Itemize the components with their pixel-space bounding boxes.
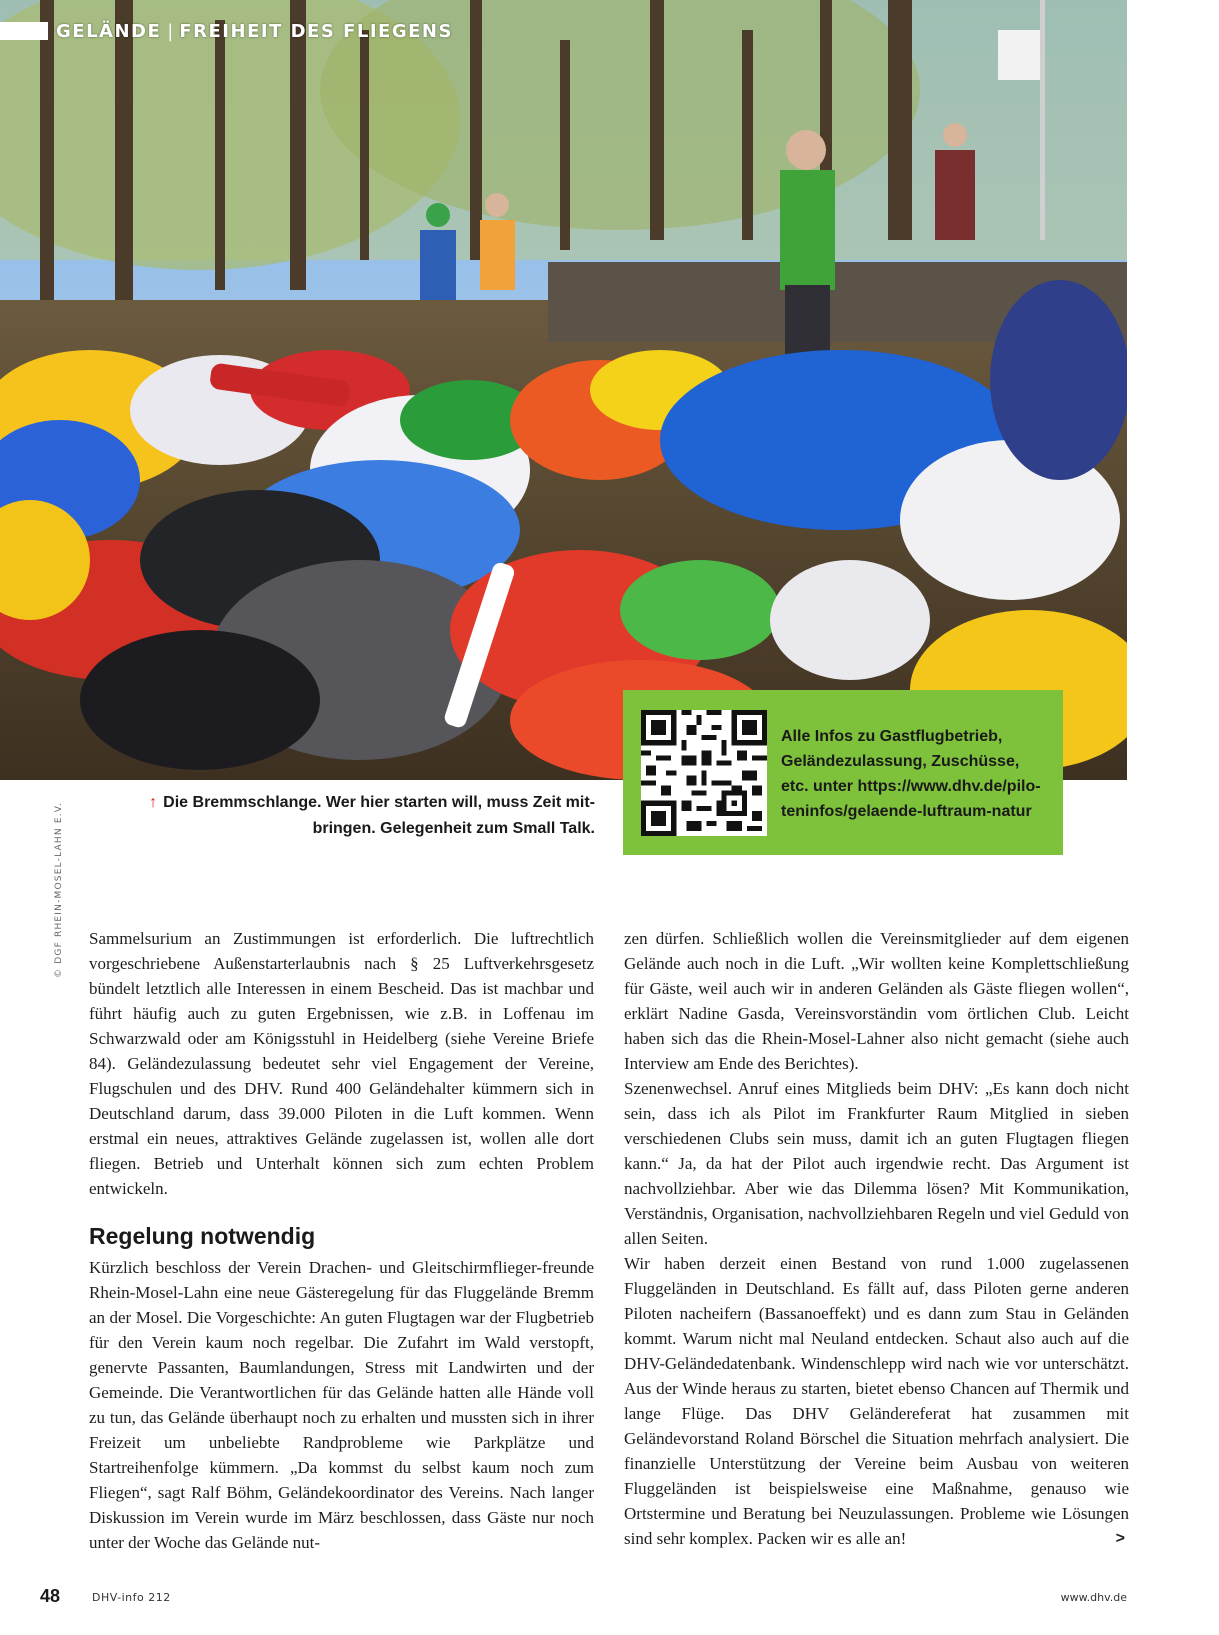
left-column <box>89 926 594 1555</box>
caption-line-2: bringen. Gelegenheit zum Small Talk. <box>312 820 595 837</box>
right-paragraph-2: Szenenwechsel. Anruf eines Mitglieds beim DHV: „Es kann doch nicht sein, dass ich als Pilot im Frankfurter Raum Mitglied in sieben verschiedenen Clubs sein muss, damit ich an guten Flugtagen fliegen kann.“ Ja, da hat der Pilot auch irgendwie recht. Das Argument ist nachvollziehbar. Aber wie das Dilemma lösen? Mit Kommunikation, Verständnis, Organisation, nachvollziehbaren Regeln und viel Geduld von allen Seiten. <box>624 1079 1129 1248</box>
caption-arrow-icon: ↑ <box>149 794 158 811</box>
hero-photo <box>0 0 1127 780</box>
right-paragraph-1: zen dürfen. Schließlich wollen die Vereinsmitglieder auf dem eigenen Gelände auch noch in die Luft. „Wir wollten keine Komplettschließung für Gäste, weil auch wir in anderen Geländen als Gäste fliegen wollen“, erklärt Nadine Gasda, Vereinsvorständin vom örtlichen Club. Leicht haben sich das die Rhein-Mosel-Lahner also nicht gemacht (siehe auch Interview am Ende des Berichtes). <box>624 929 1129 1073</box>
section-header <box>0 20 453 42</box>
right-paragraph-3 <box>624 1251 1129 1551</box>
continue-arrow-icon: > <box>1115 1530 1125 1547</box>
footer-url[interactable]: www.dhv.de <box>1060 1591 1127 1604</box>
caption-line-1 <box>110 790 595 816</box>
qr-code-icon[interactable] <box>641 710 767 836</box>
left-paragraph-2: Kürzlich beschloss der Verein Drachen- und Gleitschirmflieger-freunde Rhein-Mosel-Lahn eine neue Gästeregelung für das Fluggelände Bremm an der Mosel. Die Vorgeschichte: An guten Flugtagen war der Flugbetrieb für den Verein kaum noch regelbar. Die Zufahrt im Wald verstopft, genervte Passanten, Baumlandungen, Stress mit Landwirten und der Gemeinde. Die Verantwortlichen für das Gelände hatten alle Hände voll zu tun, das Gelände überhaupt noch zu erhalten und mussten sich in ihrer Freizeit um unbeliebte Randprobleme wie Parkplätze und Startreihenfolge kümmern. „Da kommst du selbst kaum noch zum Fliegen“, sagt Ralf Böhm, Geländekoordinator des Vereins. Nach langer Diskussion im Verein wurde im März beschlossen, dass Gäste nur noch unter der Woche das Gelände nut- <box>89 1258 594 1552</box>
info-box-text: Alle Infos zu Gastflugbetrieb, Geländezulassung, Zuschüsse, etc. unter https://www.dhv.de/pilo- teninfos/gelaende-luftraum-natur <box>781 728 1041 820</box>
info-box <box>623 690 1063 855</box>
caption-text-1: Die Bremmschlange. Wer hier starten will, muss Zeit mit- <box>163 794 595 811</box>
magazine-issue: DHV-info 212 <box>92 1591 171 1604</box>
subheading: Regelung notwendig <box>89 1223 316 1249</box>
photo-credit: © DGF RHEIN-MOSEL-LAHN E.V. <box>54 801 64 978</box>
header-separator: | <box>167 20 174 42</box>
page-number: 48 <box>40 1586 61 1606</box>
header-marker-bar <box>0 22 48 40</box>
right-column <box>624 926 1129 1551</box>
paraglider-launch-scene <box>0 0 1127 780</box>
photo-caption <box>110 790 595 842</box>
right-paragraph-3-text: Wir haben derzeit einen Bestand von rund 1.000 zugelassenen Fluggeländen in Deutschland. Es fällt auf, dass Piloten gerne anderen Piloten nacheifern (Bassanoeffekt) und es dann zum Stau in Geländen kommt. Warum nicht mal Neuland entdecken. Schaut also auch auf die DHV-Geländedatenbank. Windenschlepp wird nach wie vor unterschätzt. Aus der Winde heraus zu starten, bietet ebenso Chancen auf Thermik und lange Flüge. Das DHV Geländereferat hat zusammen mit Geländevorstand Roland Börschel die Situation mehrfach analysiert. Die finanzielle Unterstützung der Vereine beim Ausbau von weiteren Fluggeländen ist beispielsweise eine Maßnahme, genauso wie Ortstermine und Beratung bei Neuzulassungen. Probleme wie Lösungen sind sehr komplex. Packen wir es alle an! <box>624 1254 1129 1548</box>
section-label: GELÄNDE <box>56 20 162 42</box>
topic-label: FREIHEIT DES FLIEGENS <box>179 20 453 42</box>
left-paragraph-1: Sammelsurium an Zustimmungen ist erforderlich. Die luftrechtlich vorgeschriebene Außenstarterlaubnis nach § 25 Luftverkehrsgesetz bündelt letztlich alle Interessen in einem Bescheid. Das ist machbar und führt häufig auch zu guten Ergebnissen, wie z.B. in Loffenau im Schwarzwald oder am Königsstuhl in Heidelberg (siehe Vereine Briefe 84). Geländezulassung bedeutet sehr viel Engagement der Vereine, Flugschulen und des DHV. Rund 400 Geländehalter kümmern sich in Deutschland darum, dass 39.000 Piloten in die Luft kommen. Wenn erstmal ein neues, attraktives Gelände zugelassen ist, wollen alle dort fliegen. Betrieb und Unterhalt können sich zum echten Problem entwickeln. <box>89 929 594 1198</box>
